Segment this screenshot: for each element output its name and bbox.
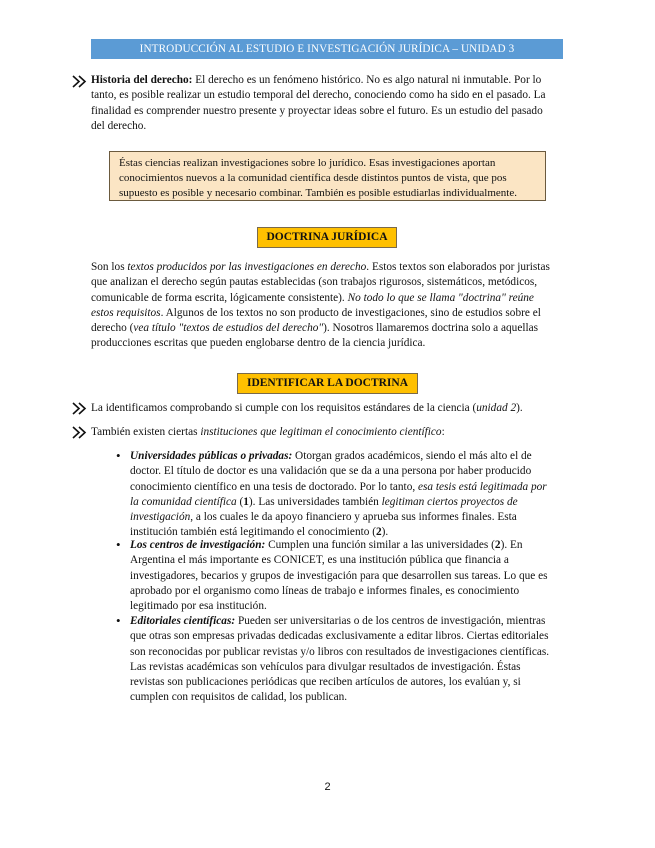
double-chevron-icon [72,426,90,439]
bullet-marker: • [116,537,121,552]
ident-line-1: La identificamos comprobando si cumple con los requisitos estándares de la ciencia (unidad 2). [91,402,523,414]
doctrina-paragraph: Son los textos producidos por las investigaciones en derecho. Estos textos son elaborados por juristas que analizan el derecho según pautas establecidas (son trabajos rigurosos, sistemáticos, metódicos, comunicable de forma escrita, lógicamente consistente). No todo lo que se llama "doctrina" reúne estos requisitos. Algunos de los textos no son producto de investigaciones, sino de estudios sobre el derecho (vea título "textos de estudios del derecho"). Nosotros llamaremos doctrina solo a aquellas producciones escritas que pueden englobarse dentro de la ciencia jurídica. [91,261,550,350]
historia-paragraph: Historia del derecho: El derecho es un fenómeno histórico. No es algo natural ni inmutable. Por lo tanto, es posible realizar un estudio temporal del derecho, conociendo como ha sido en el pasado. La finalidad es comprender nuestro presente y proyectar ideas sobre el futuro. Es un estudio del pasado del derecho. [91,74,546,132]
bullet-editoriales: Editoriales científicas: Pueden ser universitarias o de los centros de investigación, mientras que otras son empresas privadas dedicadas exclusivamente a editar libros. Ciertas editoriales son reconocidas por publicar revistas y/o libros con resultados de investigaciones científicas. Las revistas académicas son vehículos para divulgar resultados de investigación. Éstas revistas son publicaciones periódicas que reciben artículos de autores, los evalúan y, si cumplen con requisitos de calidad, los publican. [130,615,550,704]
bullet-marker: • [116,448,121,463]
page-number: 2 [324,781,331,793]
double-chevron-icon [72,75,90,88]
note-box: Éstas ciencias realizan investigaciones sobre lo jurídico. Esas investigaciones aportan conocimientos nuevos a la comunidad científica desde distintos puntos de vista, que pos supuesto es posible y necesario combinar. También es posible estudiarlas individualmente. [109,151,546,201]
bullet-centros: Los centros de investigación: Cumplen una función similar a las universidades (2). En Argentina el más importante es CONICET, es una institución pública que financia a investigadores, becarios y grupos de investigación para que desarrollen sus tareas. Lo que es aprobado por el organismo como líneas de trabajo e informes finales, es conocimiento legitimado por esa institución. [130,539,548,613]
bullet-universidades: Universidades públicas o privadas: Otorgan grados académicos, siendo el más alto el de doctor. El título de doctor es una validación que se da a una persona por haber producido conocimiento científico en una tesis de doctorado. Por lo tanto, esa tesis está legitimada por la comunidad científica (1). Las universidades también legitiman ciertos proyectos de investigación, a los cuales le da apoyo financiero y aprueba sus informes finales. Esta institución también está legitimando el conocimiento (2). [130,450,547,539]
double-chevron-icon [72,402,90,415]
page-header: INTRODUCCIÓN AL ESTUDIO E INVESTIGACIÓN JURÍDICA – UNIDAD 3 [91,39,563,59]
section-title-doctrina: DOCTRINA JURÍDICA [257,227,397,248]
ident-line-2: También existen ciertas instituciones que legitiman el conocimiento científico: [91,426,445,438]
bullet-marker: • [116,613,121,628]
section-title-identificar: IDENTIFICAR LA DOCTRINA [237,373,418,394]
